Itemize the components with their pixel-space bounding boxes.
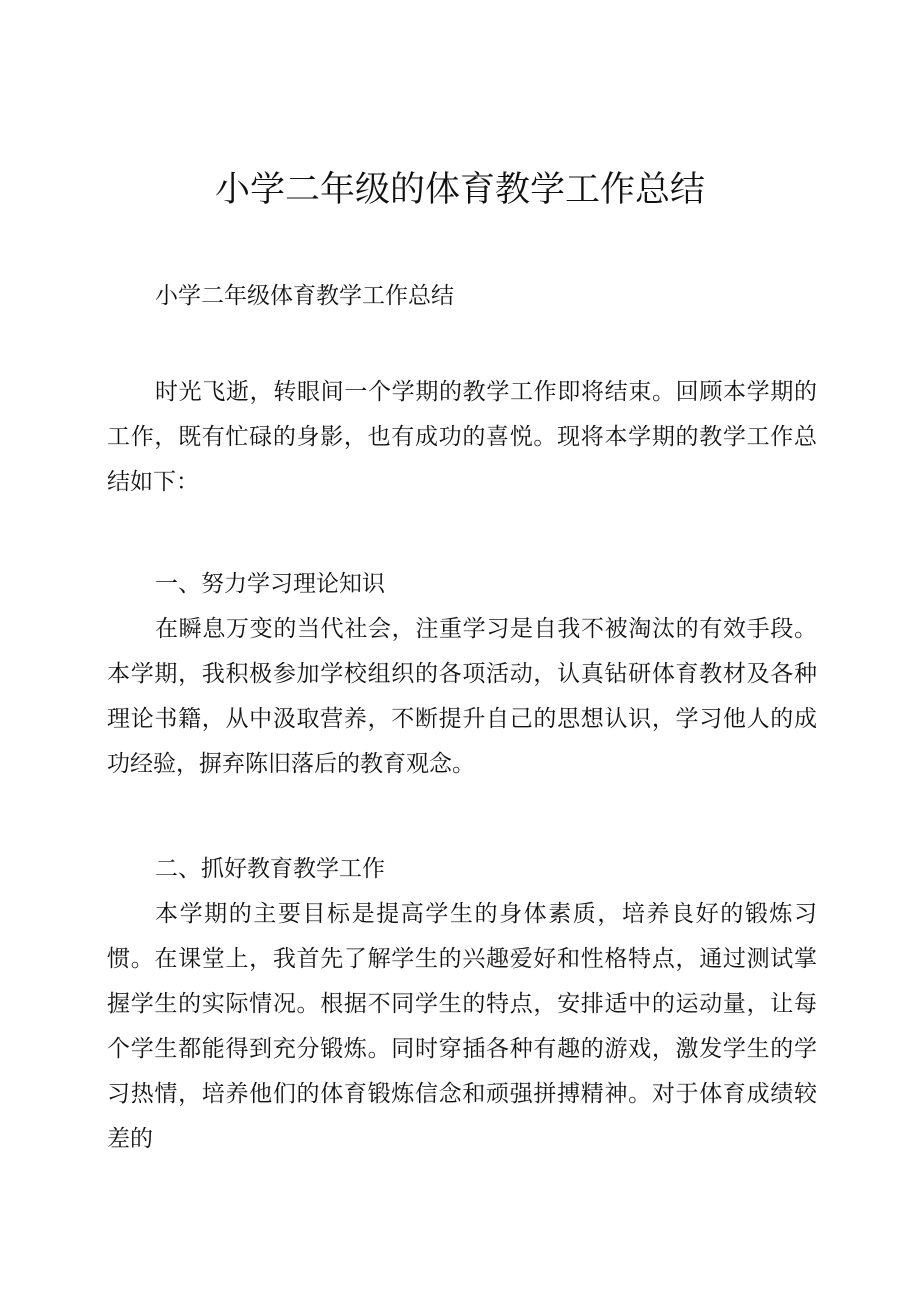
section-body-2: 本学期的主要目标是提高学生的身体素质，培养良好的锻炼习惯。在课堂上，我首先了解学生的兴趣爱好和性格特点，通过测试掌握学生的实际情况。根据不同学生的特点，安排适中的运动量，让每个学生都能得到充分锻炼。同时穿插各种有趣的游戏，激发学生的学习热情，培养他们的体育锻炼信念和顽强拼搏精神。对于体育成绩较差的: [107, 901, 817, 1152]
section-heading-1: 一、努力学习理论知识: [155, 571, 385, 597]
document-title: 小学二年级的体育教学工作总结: [214, 170, 705, 210]
section-heading-2: 二、抓好教育教学工作: [155, 856, 385, 882]
section-body-1: 在瞬息万变的当代社会，注重学习是自我不被淘汰的有效手段。本学期，我积极参加学校组织的各项活动，认真钻研体育教材及各种理论书籍，从中汲取营养，不断提升自己的思想认识，学习他人的成功经验，摒弃陈旧落后的教育观念。: [107, 616, 817, 777]
document-subtitle: 小学二年级体育教学工作总结: [155, 283, 454, 309]
intro-paragraph: 时光飞逝，转眼间一个学期的教学工作即将结束。回顾本学期的工作，既有忙碌的身影，也有成功的喜悦。现将本学期的教学工作总结如下：: [107, 379, 817, 495]
